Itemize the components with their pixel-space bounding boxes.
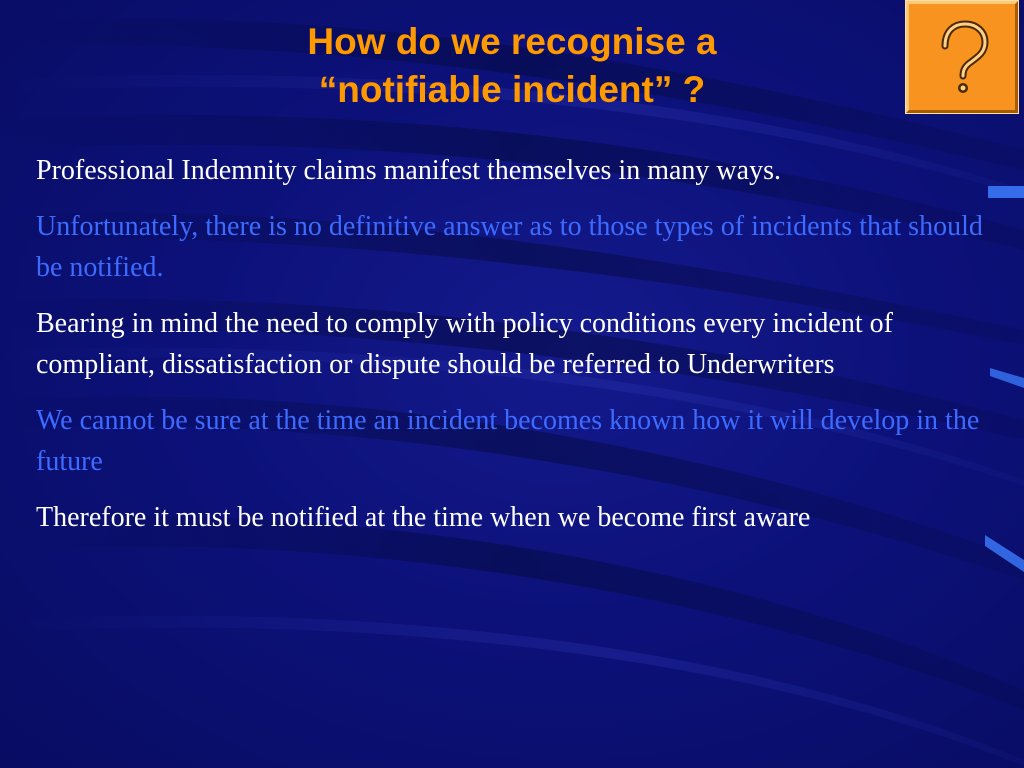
paragraph-3: Bearing in mind the need to comply with policy conditions every incident of compliant, dissatisfaction or dispute should be referred to Underwriters [36,308,893,380]
paragraph-4: We cannot be sure at the time an incident becomes known how it will develop in the future [36,405,980,477]
paragraph-1: Professional Indemnity claims manifest themselves in many ways. [36,155,781,186]
paragraph-2: Unfortunately, there is no definitive answer as to those types of incidents that should be notified. [36,211,983,283]
paragraph-5: Therefore it must be notified at the time when we become first aware [36,502,811,533]
question-mark-icon [909,4,1015,110]
slide-title-line-1: How do we recognise a [307,21,717,62]
slide-body [36,150,996,553]
help-button[interactable] [906,1,1018,113]
slide-title-line-2: “notifiable incident” ? [318,69,706,110]
slide-title [150,18,874,114]
